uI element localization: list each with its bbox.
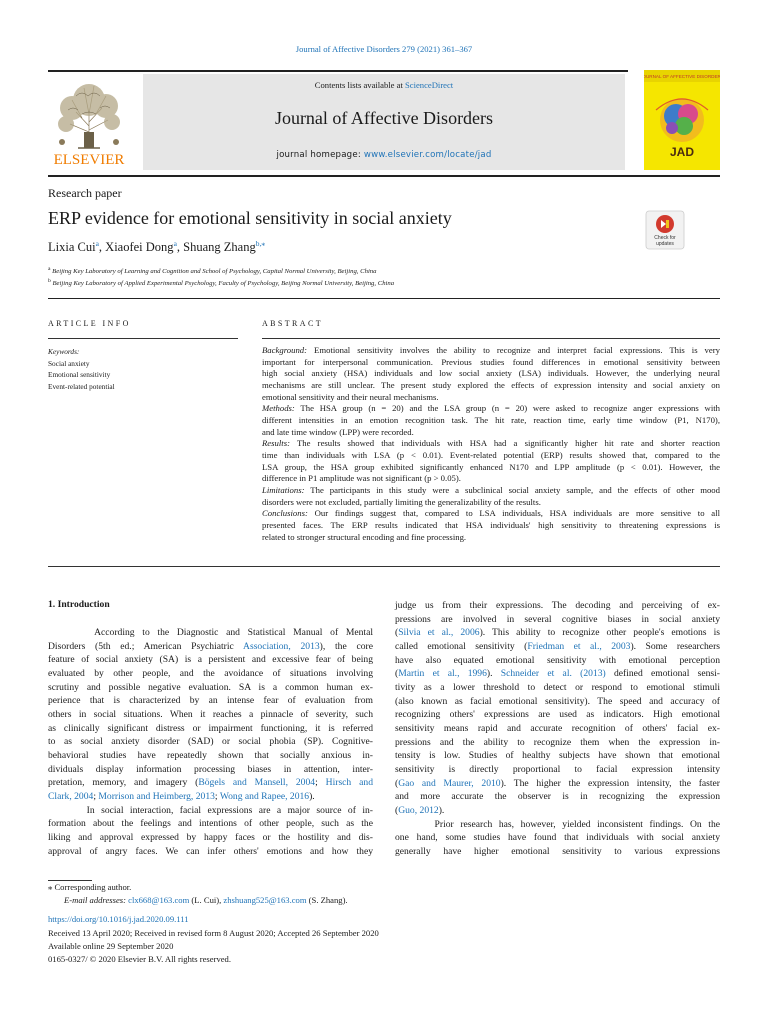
body-text-line <box>395 749 720 763</box>
body-text-line <box>395 695 720 709</box>
keywords-heading: Keywords: <box>48 347 80 356</box>
author-separator: , <box>98 240 106 255</box>
abstract-line <box>262 520 720 532</box>
body-text: Disorders (5th ed.; American Psychiatric <box>48 640 244 652</box>
header-bottom-rule <box>48 175 720 177</box>
contents-line <box>143 80 625 90</box>
corresponding-mark: ⁎ <box>48 882 53 892</box>
issn-copyright: 0165-0327/ © 2020 Elsevier B.V. All rights reserved. <box>48 954 231 964</box>
journal-cover-art <box>644 70 720 170</box>
body-text-line <box>48 653 373 667</box>
abstract-line <box>262 427 720 439</box>
body-text: pressions and the ability to recognize them when the expression in- <box>395 736 720 748</box>
abstract-line-text: disorders were not excluded, partially limiting the generalizability of the results. <box>262 496 541 507</box>
email-owner-cui: (L. Cui), <box>189 895 224 905</box>
body-text: ). Some researchers <box>630 640 720 652</box>
abstract-line-text: The participants in this study were a subclinical social anxiety sample, and the effects of other mood <box>304 484 720 495</box>
check-for-updates-badge[interactable] <box>645 210 685 250</box>
body-text: ). <box>486 668 501 680</box>
body-text: pretation, memory, and imagery ( <box>48 777 199 789</box>
article-type: Research paper <box>48 186 122 200</box>
body-text: scrutiny and possible negative evaluation. SA is a common human ex- <box>48 681 373 693</box>
affiliation-mark: b <box>48 278 51 284</box>
abstract-line <box>262 485 720 497</box>
body-text: sensitivity is directly proportional to facial expression intensity <box>395 763 720 775</box>
elsevier-tree-icon <box>48 74 130 166</box>
body-text-line <box>395 626 720 640</box>
author-name[interactable]: Lixia Cui <box>48 240 96 255</box>
body-text-line <box>395 667 720 681</box>
body-text: Prior research has, however, yielded inconsistent findings. On the <box>395 818 720 830</box>
abstract-line <box>262 438 720 450</box>
body-text-line <box>48 694 373 708</box>
body-text: ( <box>395 668 399 680</box>
journal-title: Journal of Affective Disorders <box>274 108 494 128</box>
keyword-item: Social anxiety <box>48 358 90 368</box>
abstract-line <box>262 403 720 415</box>
article-title: ERP evidence for emotional sensitivity in social anxiety <box>48 208 452 228</box>
body-text-line <box>48 831 373 845</box>
body-text: defined emotional sensi- <box>605 668 720 680</box>
abstract-line-text: emotional sensitivity and their neural mechanisms. <box>262 391 439 402</box>
citation-link[interactable]: Martin et al., 1996 <box>398 668 487 680</box>
affiliation-text: Beijing Key Laboratory of Learning and Cognition and School of Psychology, Capital Normal University, Beijing, China <box>52 268 377 276</box>
email-link-cui[interactable]: clx668@163.com <box>128 895 190 905</box>
citation-link[interactable]: Clark, 2004 <box>48 790 94 802</box>
abstract-line-text: difference in P1 amplitude was not significant (p > 0.05). <box>262 473 461 484</box>
body-text: ; <box>214 790 220 802</box>
body-text: ( <box>395 627 399 639</box>
email-link-zhang[interactable]: zhshuang525@163.com <box>223 895 307 905</box>
cover-jad-mark: JAD <box>669 145 695 159</box>
abstract-label: ABSTRACT <box>262 319 323 328</box>
article-info-label: ARTICLE INFO <box>48 319 131 328</box>
body-text-line <box>48 845 373 859</box>
body-text: others in social situations. When it reaches a pinnacle of severity, such <box>48 708 373 720</box>
section-heading-introduction: 1. Introduction <box>48 599 110 610</box>
abstract-line-text: related to stronger structural encoding and fine processing. <box>262 531 467 542</box>
body-text: tivity as a lower threshold to detect or respond to emotional stimuli <box>395 681 720 693</box>
elsevier-wordmark: ELSEVIER <box>53 152 125 166</box>
sciencedirect-link[interactable]: ScienceDirect <box>405 80 454 90</box>
citation-link[interactable]: Wong and Rapee, 2016 <box>219 790 310 802</box>
keywords-block <box>48 346 115 393</box>
abstract-subheading: Background: <box>262 345 308 355</box>
affiliation-a <box>48 266 377 275</box>
abstract-line <box>262 345 720 357</box>
body-text: evaluated by other people, and the avoidance of situations involving <box>48 667 373 679</box>
abstract-end-rule <box>48 566 720 567</box>
body-text: ( <box>395 777 399 789</box>
abstract-line <box>262 450 720 462</box>
body-text: generally have higher emotional sensitivity to various expressions <box>395 845 720 857</box>
keyword-item: Emotional sensitivity <box>48 370 111 380</box>
abstract-line-text: The results showed that individuals with HSA had a significantly higher hit rate and shorter reaction <box>290 438 720 449</box>
author-list <box>48 239 265 255</box>
body-text: ). <box>438 804 445 816</box>
body-text-line <box>395 613 720 627</box>
author-name[interactable]: Shuang Zhang <box>183 240 256 255</box>
body-text-line <box>48 817 373 831</box>
header-top-rule <box>48 70 628 72</box>
body-text: recognizing others' expressions are used as indicators. High emotional <box>395 709 720 721</box>
email-owner-zhang: (S. Zhang). <box>306 895 348 905</box>
body-text-line <box>395 708 720 722</box>
body-text: dividuals display information processing biases in attention, inter- <box>48 763 373 775</box>
body-text-line <box>395 845 720 859</box>
citation-link[interactable]: Guo, 2012 <box>398 804 439 816</box>
body-text: feature of social anxiety (SA) is a persistent and excessive fear of being <box>48 654 373 666</box>
abstract-line <box>262 415 720 427</box>
body-text: ). This ability to recognize other people's emotions is <box>479 627 720 639</box>
abstract-line-text: presented faces. The ERP results indicated that HSA individuals' high sensitivity to threatening expressions is <box>262 519 720 530</box>
body-text-line <box>395 599 720 613</box>
body-text-line <box>48 708 373 722</box>
body-text: one hand, some studies have found that individuals with social anxiety <box>395 832 720 844</box>
author-separator: , <box>176 240 184 255</box>
journal-cover-image[interactable] <box>644 70 720 170</box>
body-text: In social interaction, facial expressions are a major source of in- <box>48 804 373 816</box>
body-text: formation about the feelings and intentions of other people, such as the <box>48 818 373 830</box>
body-text: perience that is characterized by an intense fear of evaluation from <box>48 695 373 707</box>
body-text-line <box>48 804 373 818</box>
body-text: behavioral studies have repeatedly shown that socially anxious in- <box>48 749 373 761</box>
body-text: as clinically significant distress or impairment functioning, it is referred <box>48 722 373 734</box>
keyword-item: Event-related potential <box>48 382 115 392</box>
abstract-line-text: LSA group, the HSA group exhibited significantly enhanced N170 and LPP amplitude (p < 0.01). However, the <box>262 461 720 472</box>
body-text-line <box>395 681 720 695</box>
abstract-line-text: time than individuals with LSA (p < 0.01). Event-related potential (ERP) results showed that, compared to the <box>262 449 720 460</box>
cover-title: JOURNAL OF AFFECTIVE DISORDERS <box>644 74 720 79</box>
abstract-line <box>262 462 720 474</box>
body-text-line <box>395 736 720 750</box>
abstract-line-text: mechanisms are still unclear. The present study explored the effects of expression intensity and social anxiety on <box>262 379 720 390</box>
body-text: and more accurate the observer is in recognizing the expression <box>395 791 720 803</box>
citation-link[interactable]: Friedman et al., 2003 <box>527 640 631 652</box>
body-text: ), the core <box>319 640 373 652</box>
check-badge-label-line1: Check for <box>654 235 676 241</box>
body-text: approval of angry faces. We can infer others' emotions and how they <box>48 845 373 857</box>
abstract-line <box>262 532 720 544</box>
body-text-line <box>395 831 720 845</box>
citation-link[interactable]: Morrison and Heimberg, 2013 <box>98 790 215 802</box>
body-text: (also known as facial emotional sensitivity). The speed and accuracy of <box>395 695 720 707</box>
abstract-line-text: Emotional sensitivity involves the ability to recognize and interpret facial expressions. This is very <box>307 345 720 355</box>
affiliations-rule <box>48 298 720 299</box>
abstract-rule <box>262 338 720 339</box>
email-addresses <box>64 895 348 905</box>
body-text: called emotional sensitivity ( <box>395 640 528 652</box>
citation-link[interactable]: Bögels and Mansell, 2004 <box>198 777 316 789</box>
corresponding-author-note <box>48 882 131 893</box>
author-affiliation-mark[interactable]: b,⁎ <box>255 239 266 248</box>
check-for-updates-icon <box>645 210 685 250</box>
body-text-line <box>48 667 373 681</box>
body-text: liking and approval expressed by happy faces or the hostility and dis- <box>48 831 373 843</box>
citation-link[interactable]: Association, 2013 <box>243 640 320 652</box>
abstract-line <box>262 368 720 380</box>
citation-link[interactable]: Gao and Maurer, 2010 <box>398 777 501 789</box>
body-text-line <box>48 749 373 763</box>
elsevier-logo[interactable] <box>48 74 130 166</box>
available-online-date: Available online 29 September 2020 <box>48 941 174 951</box>
abstract-line <box>262 497 720 509</box>
abstract-subheading: Conclusions: <box>262 508 308 519</box>
abstract-line-text: high social anxiety (HSA) individuals and low social anxiety (LSA) individuals. However, the underlying neural <box>262 368 720 379</box>
body-text-line <box>48 640 373 654</box>
citation-link[interactable]: Silvia et al., 2006 <box>398 627 480 639</box>
body-text: ; <box>93 790 99 802</box>
email-label: E-mail addresses: <box>64 895 126 905</box>
abstract-line <box>262 508 720 520</box>
contents-prefix: Contents lists available at <box>314 80 405 90</box>
body-text-line <box>48 790 373 804</box>
citation-link[interactable]: Schneider et al. (2013) <box>500 668 606 680</box>
journal-homepage-line <box>143 150 625 160</box>
abstract-subheading: Results: <box>262 438 290 449</box>
abstract-line <box>262 357 720 369</box>
body-text-line <box>48 722 373 736</box>
affiliation-mark: a <box>48 266 51 272</box>
abstract-line-text: different intensities in an emotion recognition task. The hit rate, reaction time, early time window (P1, N170), <box>262 414 720 425</box>
author-affiliation-mark[interactable]: a <box>173 239 177 248</box>
author-affiliation-mark[interactable]: a <box>95 239 99 248</box>
body-text: ( <box>395 804 399 816</box>
corresponding-text: Corresponding author. <box>52 882 132 892</box>
body-column-left <box>48 626 373 858</box>
body-text-line <box>48 763 373 777</box>
received-dates: Received 13 April 2020; Received in revised form 8 August 2020; Accepted 26 September 2020 <box>48 928 379 938</box>
abstract-line-text: and late time window (LPP) were recorded. <box>262 426 414 437</box>
abstract-line <box>262 473 720 485</box>
affiliation-b <box>48 278 394 287</box>
journal-reference-link[interactable]: Journal of Affective Disorders 279 (2021) 361–367 <box>295 44 473 54</box>
body-text-line <box>395 763 720 777</box>
doi-link[interactable]: https://doi.org/10.1016/j.jad.2020.09.111 <box>48 914 189 924</box>
abstract-line-text: Our findings suggest that, compared to LSA individuals, HSA individuals are more sensitive to all <box>307 508 720 519</box>
body-text-line <box>395 722 720 736</box>
abstract-line <box>262 380 720 392</box>
article-info-rule <box>48 338 238 339</box>
body-text-line <box>395 654 720 668</box>
homepage-prefix: journal homepage: <box>276 150 364 160</box>
abstract-text <box>262 345 720 543</box>
body-text: ). The higher the expression intensity, the faster <box>500 777 721 789</box>
body-text-line <box>395 804 720 818</box>
affiliation-text: Beijing Key Laboratory of Applied Experimental Psychology, Faculty of Psychology, Beijing Normal University, Beijing, China <box>52 280 395 288</box>
citation-link[interactable]: Hirsch and <box>325 777 373 789</box>
body-text: According to the Diagnostic and Statistical Manual of Mental <box>48 627 373 638</box>
body-text-line <box>395 640 720 654</box>
abstract-line-text: The HSA group (n = 20) and the LSA group (n = 20) were asked to recognize anger expressions with <box>294 403 720 414</box>
body-text-line <box>395 818 720 832</box>
body-text: have also equated emotional sensitivity with emotional perception <box>395 654 720 666</box>
journal-homepage-link[interactable]: www.elsevier.com/locate/jad <box>363 150 492 160</box>
body-text: ; <box>315 777 326 789</box>
abstract-subheading: Methods: <box>262 403 295 414</box>
footnote-rule <box>48 880 92 881</box>
body-text: ). <box>309 790 315 802</box>
abstract-subheading: Limitations: <box>262 484 305 495</box>
body-column-right <box>395 599 720 858</box>
body-text-line <box>48 681 373 695</box>
body-text-line <box>395 777 720 791</box>
abstract-line <box>262 392 720 404</box>
body-text-line <box>48 735 373 749</box>
body-text: tensity is low. Studies of healthy subjects have shown that emotional <box>395 750 720 762</box>
body-text: pressions are involved in several cognitive biases in social anxiety <box>395 613 720 625</box>
abstract-line-text: important for interpersonal communication. Previous studies found differences in emotional sensitivity between <box>262 356 720 367</box>
body-text: sensitivity means rapid and accurate recognition of others' facial ex- <box>395 722 720 734</box>
author-name[interactable]: Xiaofei Dong <box>105 240 174 255</box>
check-badge-label-line2: updates <box>656 241 674 247</box>
body-text: judge us from their expressions. The decoding and perceiving of ex- <box>395 600 720 611</box>
body-text-line <box>48 626 373 640</box>
body-text: to as social anxiety disorder (SAD) or social phobia (SP). Cognitive- <box>48 736 373 748</box>
body-text-line <box>395 790 720 804</box>
body-text-line <box>48 776 373 790</box>
